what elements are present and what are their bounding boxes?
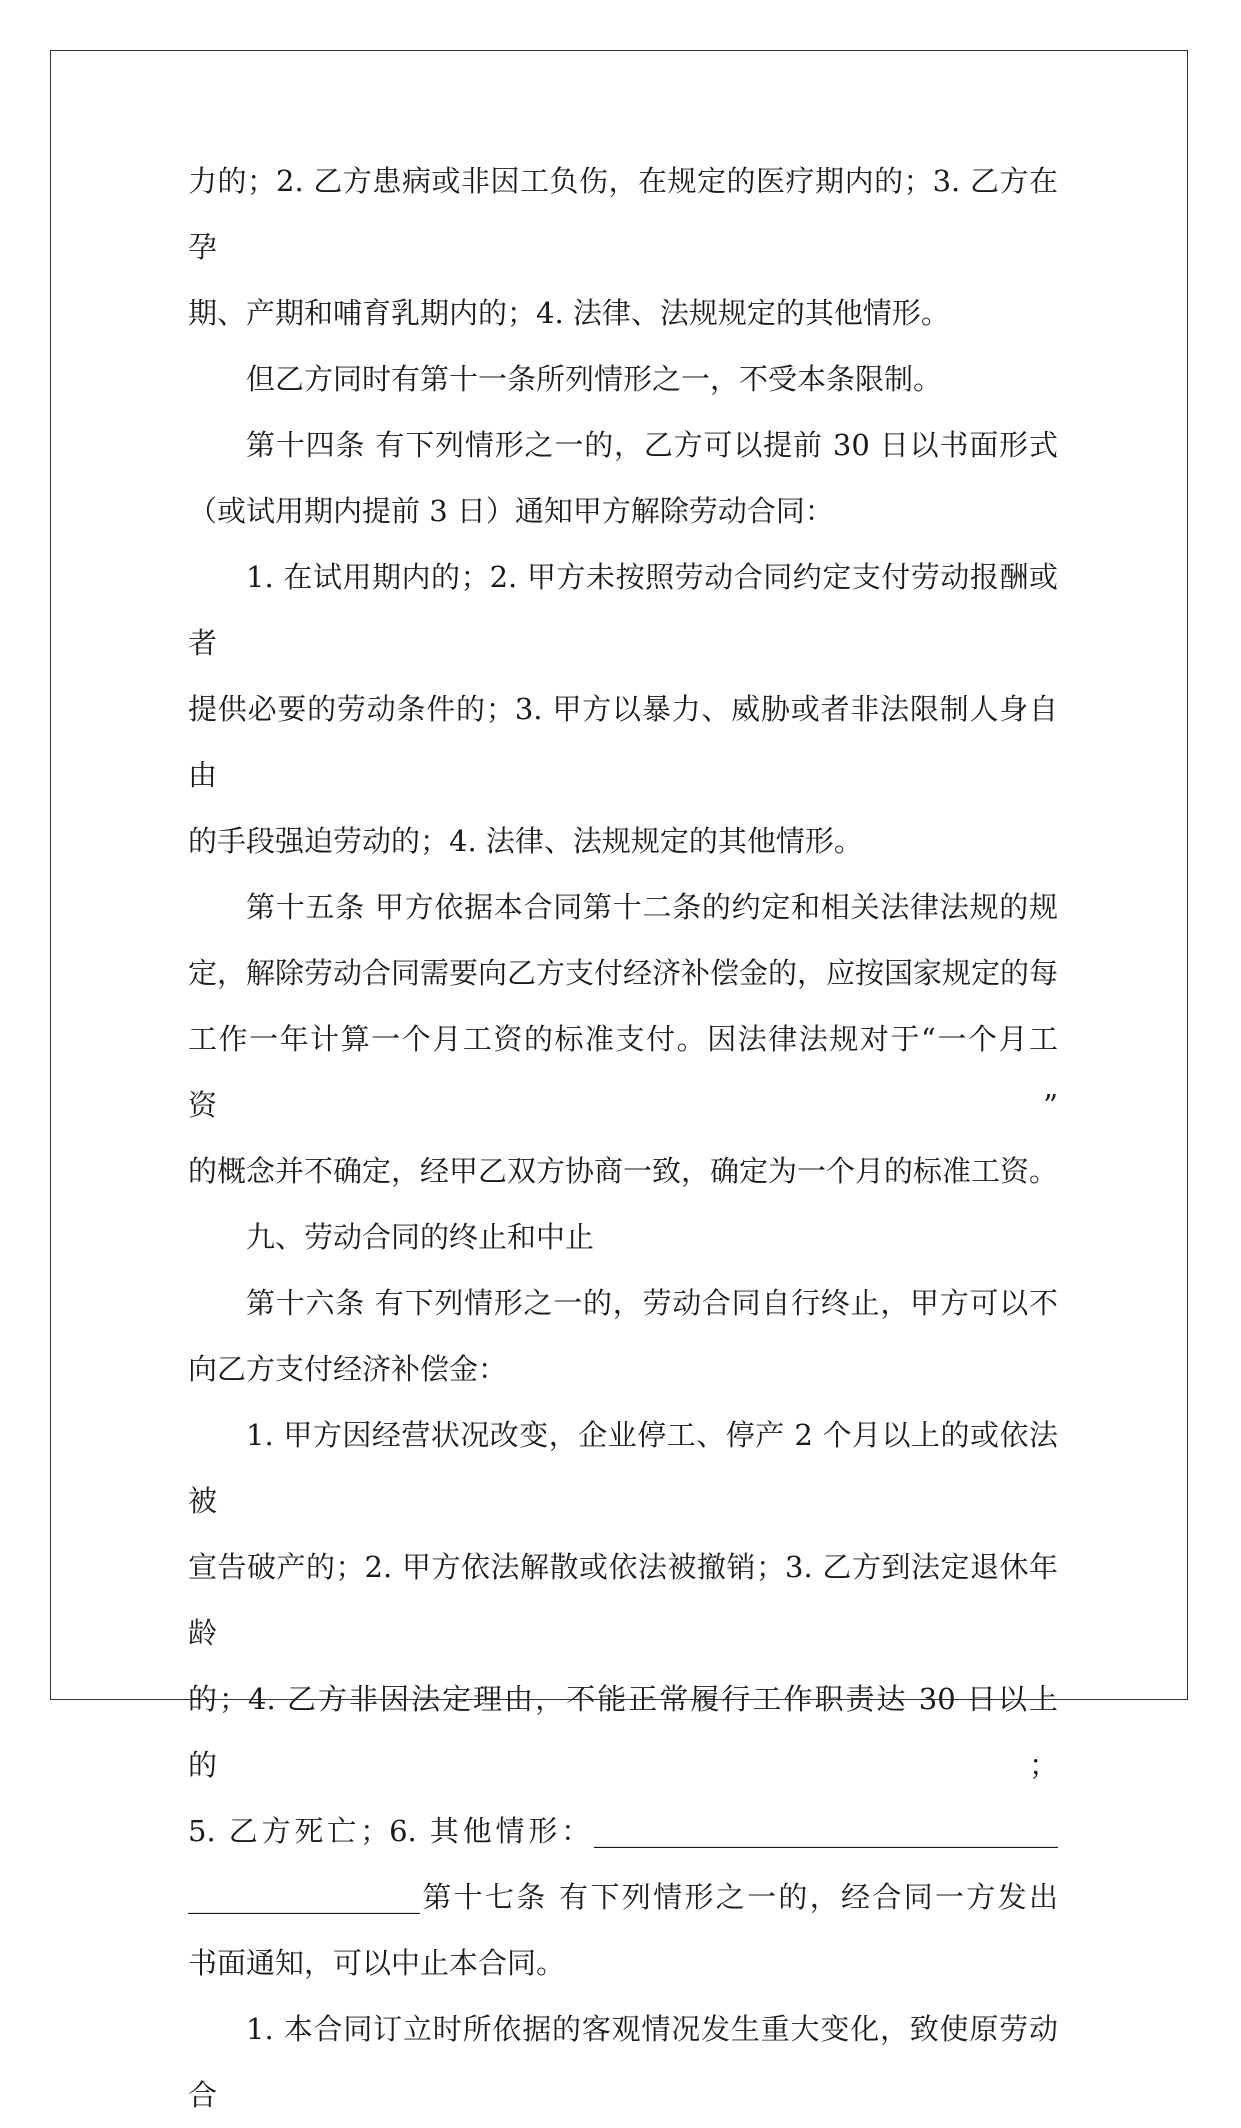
article-16-items xyxy=(188,1402,1058,1534)
text-line: 但乙方同时有第十一条所列情形之一，不受本条限制。 xyxy=(246,362,943,396)
section-heading xyxy=(188,1204,1058,1270)
document-body xyxy=(188,148,1058,2128)
article-15-cont xyxy=(188,1006,1058,1138)
article-14-items-cont xyxy=(188,676,1058,808)
article-15-end xyxy=(188,1138,1058,1204)
paragraph-1-end xyxy=(188,280,1058,346)
article-14-items-end xyxy=(188,808,1058,874)
text-line: 宣告破产的；2. 甲方依法解散或依法被撤销；3. 乙方到法定退休年龄 xyxy=(188,1550,1058,1650)
article-17 xyxy=(188,1864,1058,1930)
text-line: 期、产期和哺育乳期内的；4. 法律、法规规定的其他情形。 xyxy=(188,296,950,330)
text-line: （或试用期内提前 3 日）通知甲方解除劳动合同： xyxy=(188,494,834,528)
article-15 xyxy=(188,874,1058,940)
text-line: 5. 乙方死亡；6. 其他情形：________________________________ xyxy=(188,1814,1058,1848)
text-line: 向乙方支付经济补偿金： xyxy=(188,1352,508,1386)
article-16-items-cont xyxy=(188,1534,1058,1666)
text-line: 第十六条 有下列情形之一的，劳动合同自行终止，甲方可以不 xyxy=(246,1286,1058,1320)
text-line: 1. 甲方因经营状况改变，企业停工、停产 2 个月以上的或依法被 xyxy=(188,1418,1058,1518)
text-line: 工作一年计算一个月工资的标准支付。因法律法规对于“一个月工资” xyxy=(188,1022,1058,1122)
text-line: 九、劳动合同的终止和中止 xyxy=(246,1220,595,1254)
text-line: 1. 在试用期内的；2. 甲方未按照劳动合同约定支付劳动报酬或者 xyxy=(188,560,1058,660)
text-line: 提供必要的劳动条件的；3. 甲方以暴力、威胁或者非法限制人身自由 xyxy=(188,692,1058,792)
article-16 xyxy=(188,1270,1058,1336)
article-14 xyxy=(188,412,1058,478)
paragraph-1 xyxy=(188,148,1058,280)
text-line: 的手段强迫劳动的；4. 法律、法规规定的其他情形。 xyxy=(188,824,863,858)
paragraph-2 xyxy=(188,346,1058,412)
article-17-items xyxy=(188,1996,1058,2128)
article-16-end xyxy=(188,1336,1058,1402)
text-line: 第十四条 有下列情形之一的，乙方可以提前 30 日以书面形式 xyxy=(246,428,1058,462)
article-16-items-cont xyxy=(188,1666,1058,1798)
text-line: 的；4. 乙方非因法定理由，不能正常履行工作职责达 30 日以上的； xyxy=(188,1682,1058,1782)
text-line: 力的；2. 乙方患病或非因工负伤，在规定的医疗期内的；3. 乙方在孕 xyxy=(188,164,1058,264)
text-line: 的概念并不确定，经甲乙双方协商一致，确定为一个月的标准工资。 xyxy=(188,1154,1059,1188)
article-15-cont xyxy=(188,940,1058,1006)
text-line: ________________第十七条 有下列情形之一的，经合同一方发出 xyxy=(188,1880,1058,1914)
article-14-end xyxy=(188,478,1058,544)
article-17-end xyxy=(188,1930,1058,1996)
text-line: 书面通知，可以中止本合同。 xyxy=(188,1946,566,1980)
text-line: 1. 本合同订立时所依据的客观情况发生重大变化，致使原劳动合 xyxy=(188,2012,1058,2112)
text-line: 定，解除劳动合同需要向乙方支付经济补偿金的，应按国家规定的每 xyxy=(188,956,1059,990)
article-16-items-cont xyxy=(188,1798,1058,1864)
text-line: 第十五条 甲方依据本合同第十二条的约定和相关法律法规的规 xyxy=(246,890,1058,924)
article-14-items xyxy=(188,544,1058,676)
